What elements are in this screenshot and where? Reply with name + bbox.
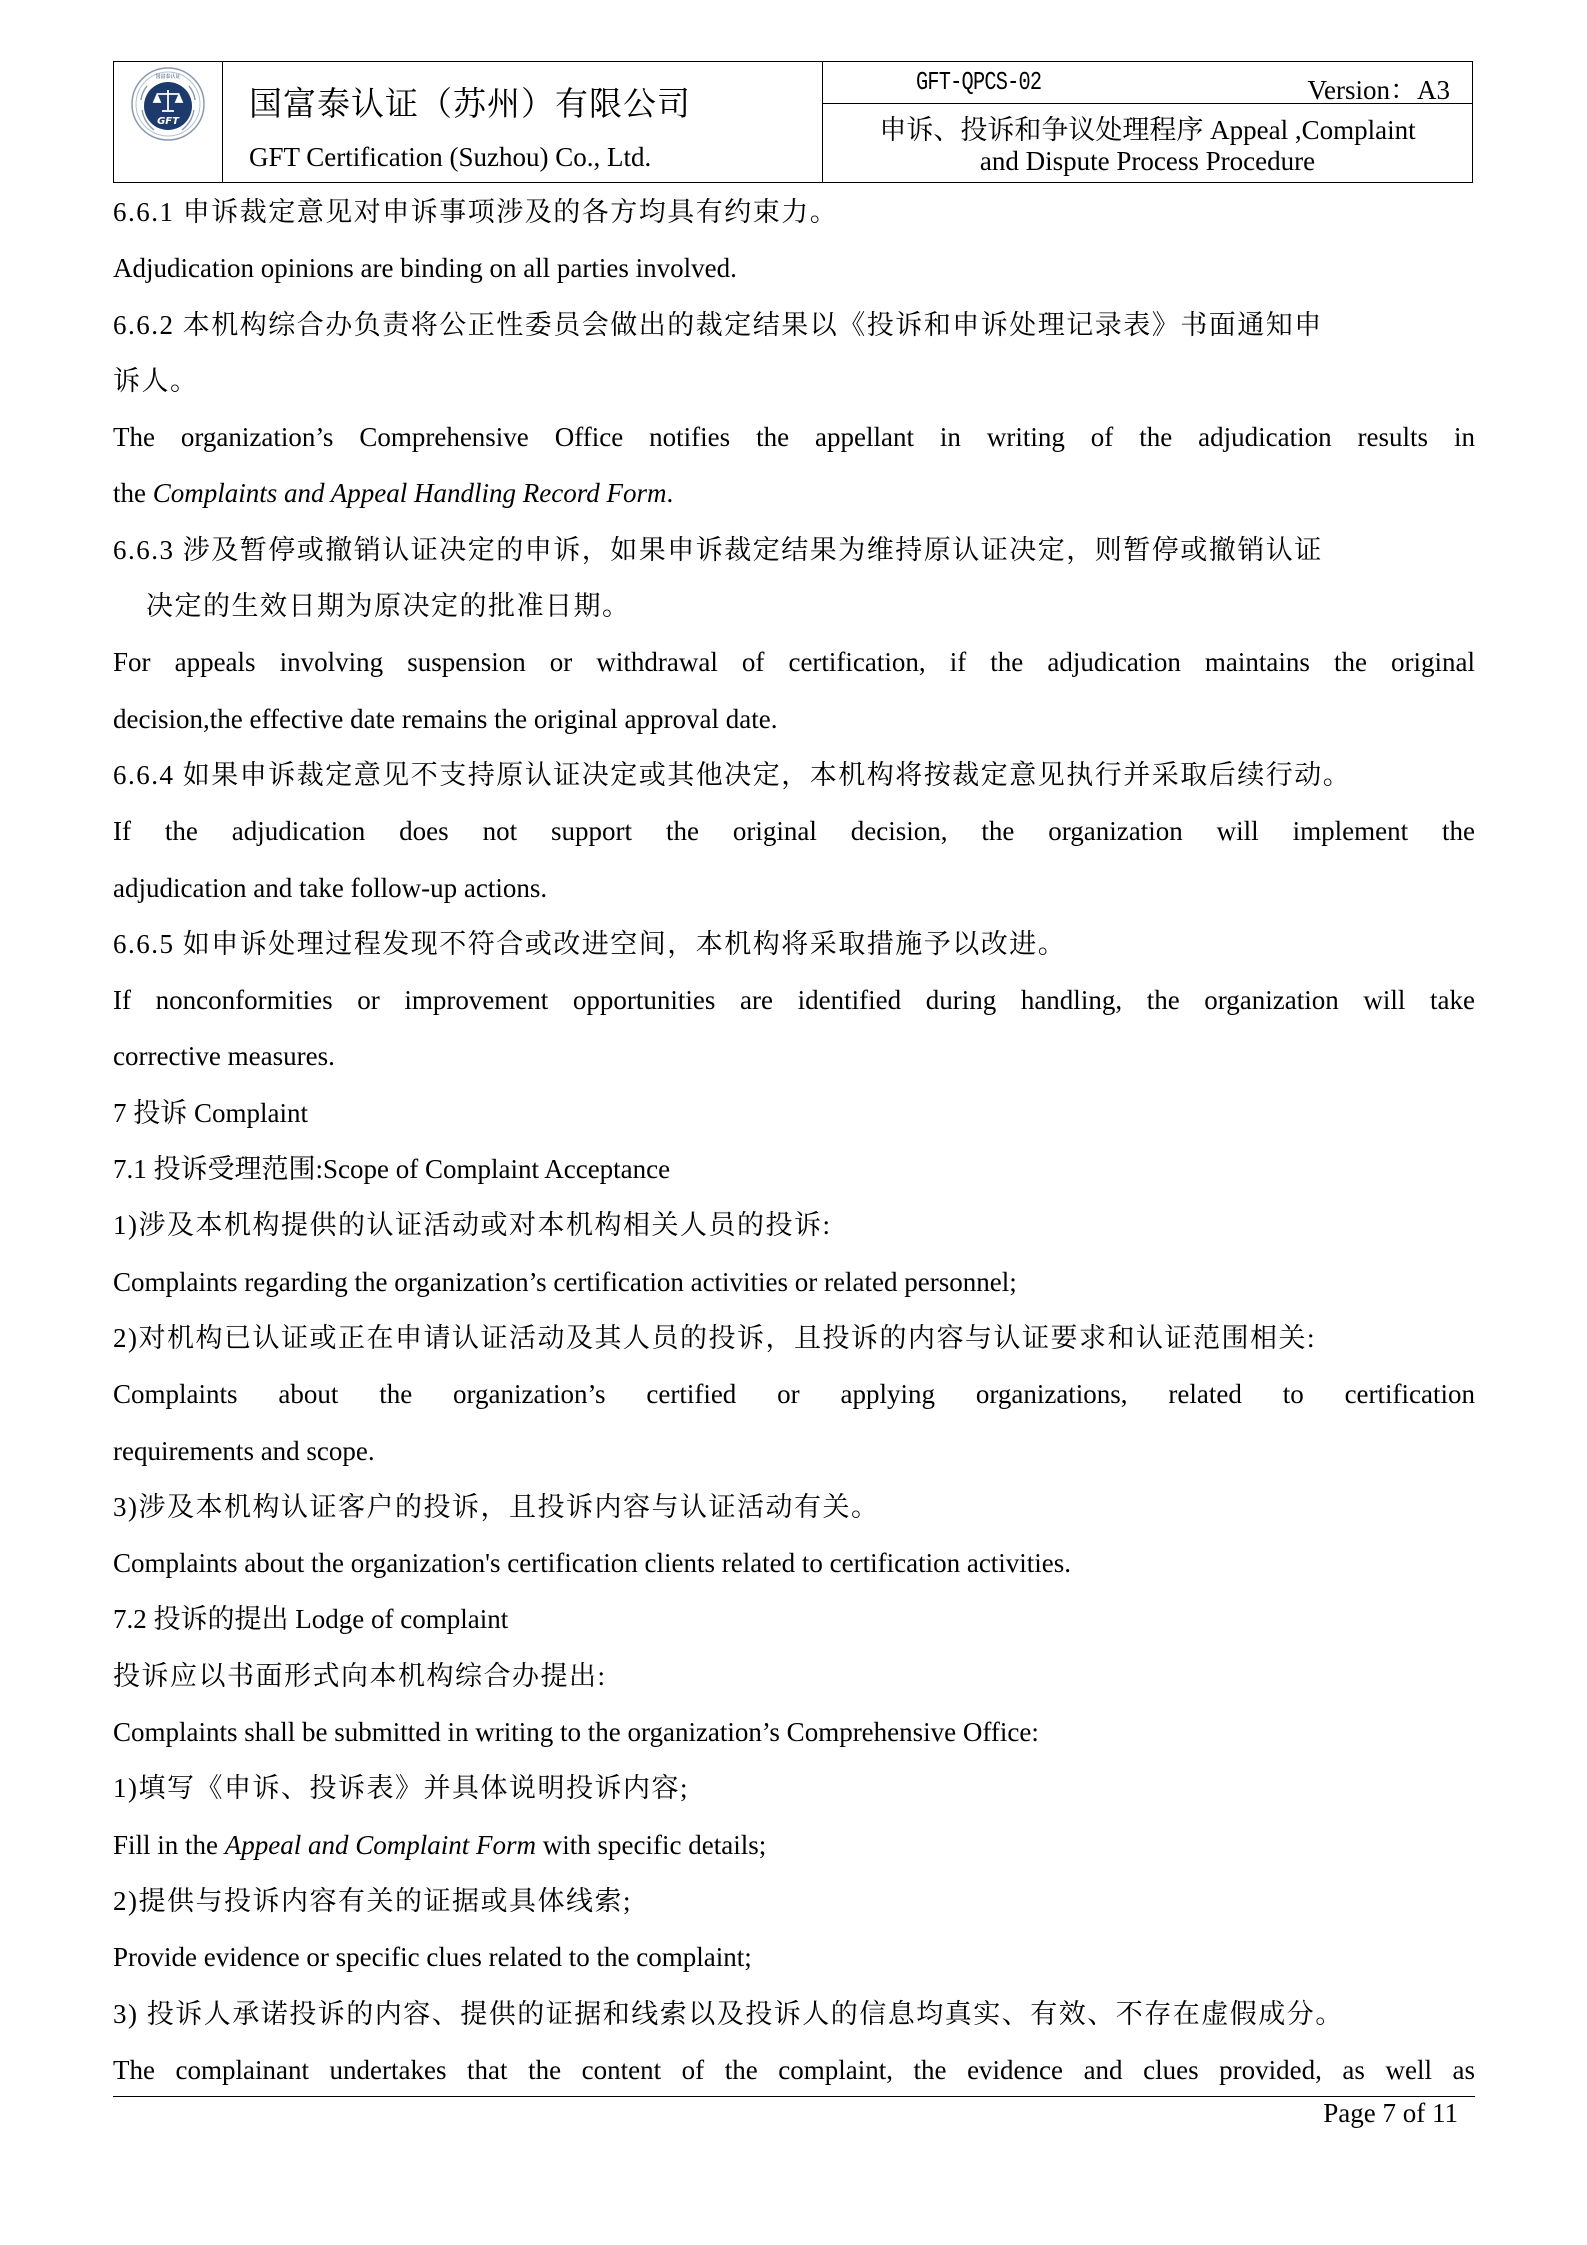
logo-cell bbox=[114, 62, 223, 182]
document-version: Version：A3 bbox=[1307, 75, 1450, 105]
clause-7-1-item1-cn: 1)涉及本机构提供的认证活动或对本机构相关人员的投诉: bbox=[113, 1210, 832, 1241]
text-segment: . bbox=[666, 478, 674, 509]
document-title-row bbox=[823, 104, 1472, 182]
clause-7-2-item1-cn: 1)填写《申诉、投诉表》并具体说明投诉内容; bbox=[113, 1773, 689, 1804]
text-segment: Fill in the bbox=[113, 1829, 225, 1860]
form-name-italic: Complaints and Appeal Handling Record Form bbox=[152, 478, 667, 509]
clause-6-6-5-cn: 6.6.5 如申诉处理过程发现不符合或改进空间，本机构将采取措施予以改进。 bbox=[113, 928, 1067, 959]
clause-7-1-item1-en: Complaints regarding the organization’s certification activities or related personnel; bbox=[113, 1266, 1017, 1297]
company-name-cn: 国富泰认证（苏州）有限公司 bbox=[249, 87, 691, 123]
clause-6-6-3-en-line2: decision,the effective date remains the original approval date. bbox=[113, 703, 778, 734]
logo-text: GFT bbox=[157, 116, 179, 127]
clause-6-6-3-cn-line2: 决定的生效日期为原决定的批准日期。 bbox=[146, 591, 631, 622]
clause-7-1-item2-en-line1: Complaints about the organization’s certified or applying organizations, related to certification bbox=[113, 1379, 1475, 1410]
document-body bbox=[113, 192, 1475, 2106]
text-segment: the bbox=[113, 478, 153, 509]
clause-6-6-4-en-line2: adjudication and take follow-up actions. bbox=[113, 872, 548, 903]
document-code-row bbox=[823, 62, 1472, 104]
clause-7-2-item2-en: Provide evidence or specific clues related to the complaint; bbox=[113, 1942, 752, 1973]
footer-divider bbox=[113, 2096, 1475, 2097]
company-name-en: GFT Certification (Suzhou) Co., Ltd. bbox=[249, 142, 652, 172]
clause-6-6-5-en-line2: corrective measures. bbox=[113, 1041, 335, 1072]
clause-6-6-2-cn-line2: 诉人。 bbox=[113, 365, 199, 396]
section-7-heading: 7 投诉 Complaint bbox=[113, 1097, 308, 1128]
clause-6-6-2-cn-line1: 6.6.2 本机构综合办负责将公正性委员会做出的裁定结果以《投诉和申诉处理记录表》书面通知申 bbox=[113, 309, 1323, 340]
clause-7-1-item3-cn: 3)涉及本机构认证客户的投诉，且投诉内容与认证活动有关。 bbox=[113, 1491, 880, 1522]
form-name-italic: Appeal and Complaint Form bbox=[224, 1829, 537, 1860]
clause-6-6-5-en-line1: If nonconformities or improvement opportunities are identified during handling, the organization will take bbox=[113, 985, 1475, 1016]
clause-7-1-item3-en: Complaints about the organization's certification clients related to certification activities. bbox=[113, 1548, 1072, 1579]
clause-7-2-item3-en: The complainant undertakes that the content of the complaint, the evidence and clues provided, as well as bbox=[113, 2054, 1475, 2085]
clause-6-6-1-cn: 6.6.1 申诉裁定意见对申诉事项涉及的各方均具有约束力。 bbox=[113, 197, 839, 227]
gft-logo-icon bbox=[130, 66, 206, 142]
document-header-table bbox=[113, 61, 1473, 183]
clause-7-2-item1-en bbox=[113, 1825, 1475, 1881]
clause-7-1-item2-en-line2: requirements and scope. bbox=[113, 1435, 375, 1466]
section-7-1-heading: 7.1 投诉受理范围:Scope of Complaint Acceptance bbox=[113, 1154, 671, 1185]
clause-7-2-item3-cn: 3) 投诉人承诺投诉的内容、提供的证据和线索以及投诉人的信息均真实、有效、不存在虚假成分。 bbox=[113, 1998, 1344, 2029]
company-cell bbox=[223, 62, 823, 182]
clause-6-6-3-cn-line1: 6.6.3 涉及暂停或撤销认证决定的申诉，如果申诉裁定结果为维持原认证决定，则暂停或撤销认证 bbox=[113, 534, 1323, 565]
clause-6-6-4-cn: 6.6.4 如果申诉裁定意见不支持原认证决定或其他决定，本机构将按裁定意见执行并采取后续行动。 bbox=[113, 759, 1352, 790]
clause-7-2-item2-cn: 2)提供与投诉内容有关的证据或具体线索; bbox=[113, 1885, 632, 1916]
clause-6-6-2-en-line1: The organization’s Comprehensive Office notifies the appellant in writing of the adjudication results in bbox=[113, 422, 1475, 453]
document-title-line1: 申诉、投诉和争议处理程序 Appeal ,Complaint bbox=[879, 115, 1416, 145]
document-title-line2: and Dispute Process Procedure bbox=[979, 146, 1316, 176]
section-7-2-heading: 7.2 投诉的提出 Lodge of complaint bbox=[113, 1604, 509, 1635]
page-number: Page 7 of 11 bbox=[1323, 2098, 1458, 2128]
clause-7-1-item2-cn: 2)对机构已认证或正在申请认证活动及其人员的投诉，且投诉的内容与认证要求和认证范围相关: bbox=[113, 1322, 1316, 1353]
logo-ring-text: 国富泰认证 bbox=[155, 74, 181, 80]
document-code: GFT-QPCS-02 bbox=[916, 67, 1042, 97]
clause-7-2-intro-cn: 投诉应以书面形式向本机构综合办提出: bbox=[113, 1660, 607, 1691]
clause-6-6-4-en-line1: If the adjudication does not support the original decision, the organization will implement the bbox=[113, 816, 1475, 847]
clause-6-6-1-en: Adjudication opinions are binding on all parties involved. bbox=[113, 253, 737, 284]
clause-7-2-intro-en: Complaints shall be submitted in writing to the organization’s Comprehensive Office: bbox=[113, 1717, 1039, 1748]
document-info-cell bbox=[823, 62, 1472, 182]
text-segment: with specific details; bbox=[536, 1829, 767, 1860]
clause-6-6-3-en-line1: For appeals involving suspension or withdrawal of certification, if the adjudication maintains the original bbox=[113, 647, 1475, 678]
clause-6-6-2-en-line2 bbox=[113, 473, 1475, 529]
